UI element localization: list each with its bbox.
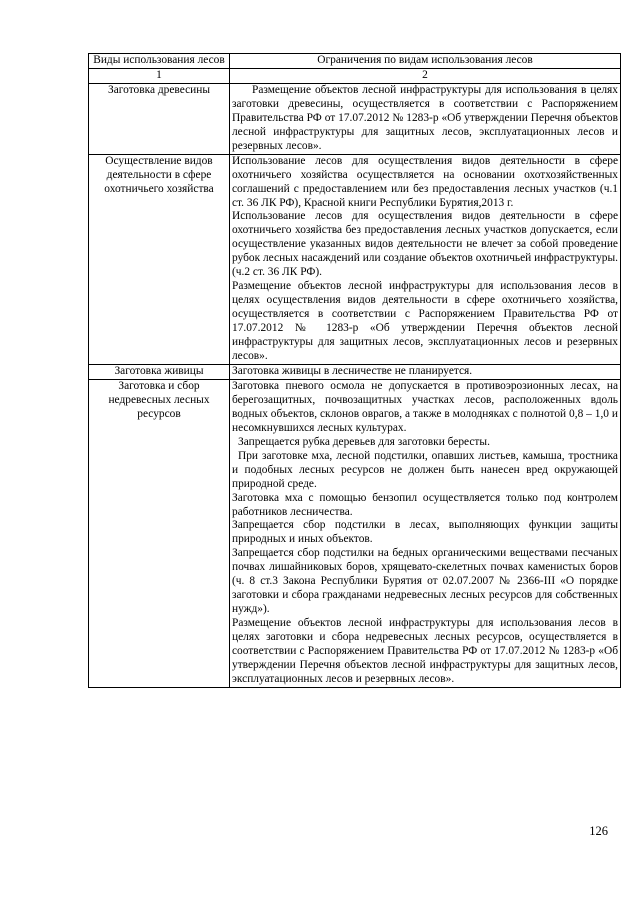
table-row bbox=[89, 83, 621, 154]
restriction-paragraph: Запрещается рубка деревьев для заготовки бересты. bbox=[238, 435, 490, 448]
column-number-1: 1 bbox=[89, 68, 230, 83]
table-row bbox=[89, 379, 621, 687]
table-numbering-row bbox=[89, 68, 621, 83]
row-use-type: Заготовка древесины bbox=[89, 83, 230, 154]
restriction-paragraph: Использование лесов для осуществления видов деятельности в сфере охотничьего хозяйства без предоставления лесных участков допускается, если осуществление указанных видов деятельности не влечет за собой проведение рубок лесных насаждений или создание объектов охотничьей инфраструктуры. (ч.2 ст. 36 ЛК РФ). bbox=[232, 210, 618, 279]
restriction-paragraph: Размещение объектов лесной инфраструктуры для использования лесов в целях осуществления видов деятельности в сфере охотничьего хозяйства, осуществляется в соответствии с Распоряжением Правительства РФ от 17.07.2012 № 1283-р «Об утверждении Перечня объектов лесной инфраструктуры для защитных лесов, эксплуатационных лесов и резервных лесов». bbox=[232, 280, 618, 363]
row-restrictions bbox=[230, 154, 621, 364]
restriction-paragraph: Запрещается сбор подстилки в лесах, выполняющих функции защиты природных и иных объектов. bbox=[232, 519, 618, 546]
row-use-type: Заготовка живицы bbox=[89, 364, 230, 379]
restrictions-table bbox=[88, 53, 621, 688]
restriction-paragraph: Использование лесов для осуществления видов деятельности в сфере охотничьего хозяйства осуществляется на основании охотхозяйственных соглашений с предоставлением или без предоставления лесных участков (ч.1 ст. 36 ЛК РФ), Красной книги Республики Бурятия,2013 г. bbox=[232, 154, 618, 209]
restriction-paragraph: Заготовка пневого осмола не допускается в противоэрозионных лесах, на берегозащитных, почвозащитных участках лесов, расположенных вдоль водных объектов, склонов оврагов, а также в молодняках с полнотой 0,8 – 1,0 и несомкнувшихся лесных культурах. bbox=[232, 379, 618, 434]
restriction-paragraph: Запрещается сбор подстилки на бедных органическими веществами песчаных почвах лишайниковых боров, хрящевато-скелетных почвах каменистых боров (ч. 8 ст.3 Закона Республики Бурятия от 02.07.2007 № 2366-III «О порядке заготовки и сбора гражданами недревесных лесных ресурсов для собственных нужд»). bbox=[232, 547, 618, 616]
restriction-paragraph: Заготовка мха с помощью бензопил осуществляется только под контролем работников лесничества. bbox=[232, 491, 618, 518]
row-restrictions bbox=[230, 379, 621, 687]
row-restrictions bbox=[230, 83, 621, 154]
page-number: 126 bbox=[589, 824, 608, 838]
restriction-paragraph: Размещение объектов лесной инфраструктуры для использования в целях заготовки древесины, осуществляется в соответствии с Распоряжением Правительства РФ от 17.07.2012 № 1283-р «Об утверждении Перечня объектов лесной инфраструктуры для защитных лесов, эксплуатационных лесов и резервных лесов». bbox=[232, 83, 618, 152]
table-header-row bbox=[89, 54, 621, 69]
restriction-paragraph: При заготовке мха, лесной подстилки, опавших листьев, камыша, тростника и подобных лесных ресурсов не должен быть нанесен вред окружающей природной среде. bbox=[232, 449, 618, 490]
header-restrictions: Ограничения по видам использования лесов bbox=[230, 54, 621, 69]
restriction-paragraph: Размещение объектов лесной инфраструктуры для использования лесов в целях заготовки и сбора недревесных лесных ресурсов, осуществляется в соответствии с Распоряжением Правительства РФ от 17.07.2012 № 1283-р «Об утверждении Перечня объектов лесной инфраструктуры для защитных лесов, эксплуатационных лесов и резервных лесов». bbox=[232, 617, 618, 685]
document-page bbox=[88, 53, 620, 688]
table-row bbox=[89, 364, 621, 379]
table-row bbox=[89, 154, 621, 364]
column-number-2: 2 bbox=[230, 68, 621, 83]
restriction-paragraph: Заготовка живицы в лесничестве не планируется. bbox=[232, 364, 473, 377]
row-restrictions bbox=[230, 364, 621, 379]
header-forest-use-types: Виды использования лесов bbox=[89, 54, 230, 69]
row-use-type: Заготовка и сбор недревесных лесных ресурсов bbox=[89, 379, 230, 687]
row-use-type: Осуществление видов деятельности в сфере охотничьего хозяйства bbox=[89, 154, 230, 364]
